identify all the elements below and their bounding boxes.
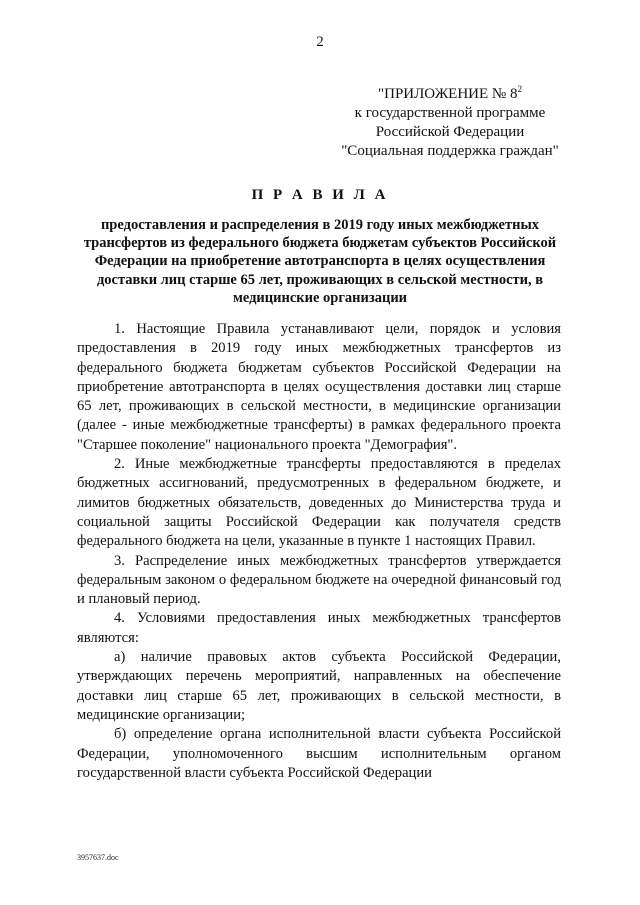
appendix-line-3: Российской Федерации xyxy=(375,124,525,140)
document-title: П Р А В И Л А xyxy=(251,187,389,203)
appendix-header xyxy=(330,80,570,161)
document-subtitle: предоставления и распределения в 2019 году иных межбюджетных трансфертов из федерального бюджета бюджетам субъектов Российской Федерации на приобретение автотранспорта в целях осуществления доставки лиц старше 65 лет, проживающих в сельской местности, в медицинские организации xyxy=(83,217,557,306)
appendix-line-2: к государственной программе xyxy=(354,105,546,121)
document-body xyxy=(77,320,561,783)
paragraph-1: 1. Настоящие Правила устанавливают цели, порядок и условия предоставления в 2019 году иных межбюджетных трансфертов из федерального бюджета бюджетам субъектов Российской Федерации на приобретение автотранспорта в целях осуществления доставки лиц старше 65 лет, проживающих в сельской местности, в медицинские организации (далее - иные межбюджетные трансферты) в рамках федерального проекта "Старшее поколение" национального проекта "Демография". xyxy=(77,321,561,453)
paragraph-4a: а) наличие правовых актов субъекта Российской Федерации, утверждающих перечень мероприятий, направленных на обеспечение доставки лиц старше 65 лет, проживающих в сельской местности, в медицинские организации; xyxy=(77,649,561,723)
appendix-superscript: 2 xyxy=(517,84,522,94)
paragraph-2: 2. Иные межбюджетные трансферты предоставляются в пределах бюджетных ассигнований, предусмотренных в федеральном бюджете, и лимитов бюджетных обязательств, доведенных до Министерства труда и социальной защиты Российской Федерации как получателя средств федерального бюджета на цели, указанные в пункте 1 настоящих Правил. xyxy=(77,456,561,550)
appendix-line-1 xyxy=(330,80,570,104)
paragraph-4b: б) определение органа исполнительной власти субъекта Российской Федерации, уполномоченного высшим исполнительным органом государственной власти субъекта Российской Федерации xyxy=(77,726,561,781)
paragraph-3: 3. Распределение иных межбюджетных трансфертов утверждается федеральным законом о федеральном бюджете на очередной финансовый год и плановый период. xyxy=(77,552,561,608)
file-name-footer: 3957637.doc xyxy=(77,853,119,862)
appendix-title: "ПРИЛОЖЕНИЕ № 8 xyxy=(377,86,518,102)
appendix-line-4: "Социальная поддержка граждан" xyxy=(341,143,559,159)
page-number: 2 xyxy=(316,34,324,50)
paragraph-4: 4. Условиями предоставления иных межбюджетных трансфертов являются: xyxy=(77,610,561,646)
